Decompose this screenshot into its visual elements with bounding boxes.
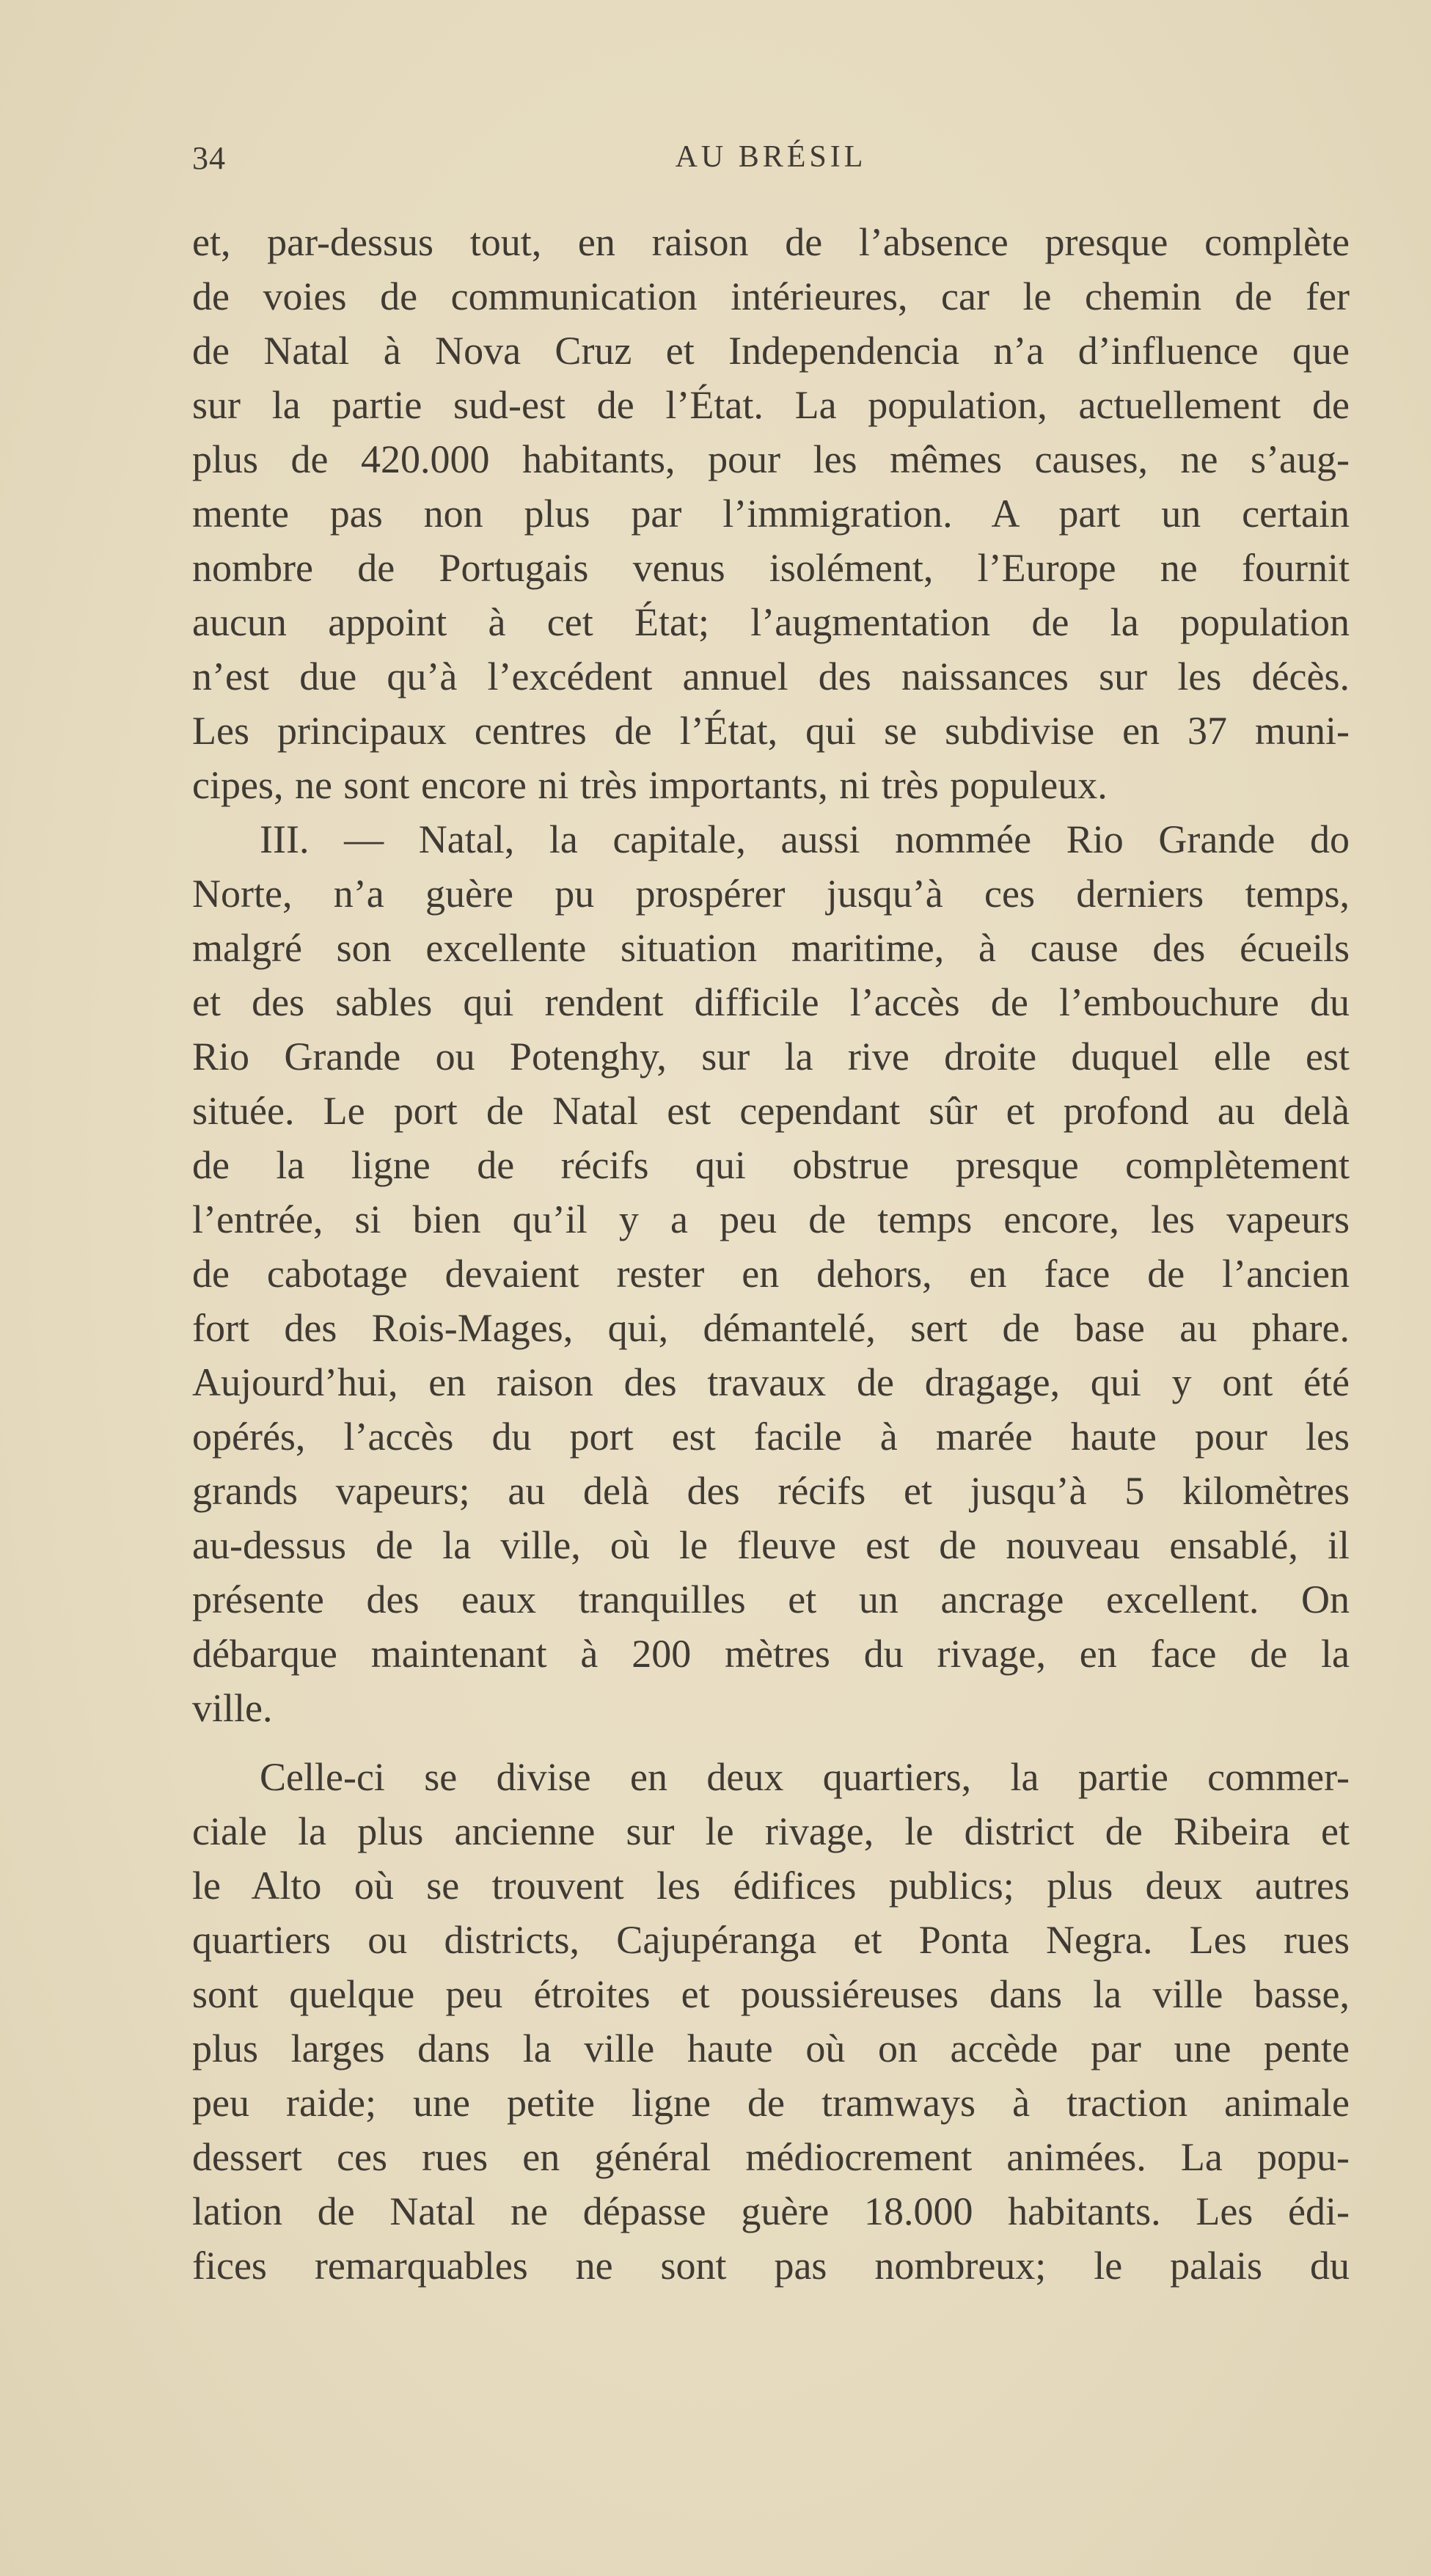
text-line: nombre de Portugais venus isolément, l’Europe ne fournit <box>192 546 1350 590</box>
running-title: AU BRÉSIL <box>675 140 867 174</box>
text-line: ciale la plus ancienne sur le rivage, le district de Ribeira et <box>192 1809 1350 1853</box>
text-line: l’entrée, si bien qu’il y a peu de temps encore, les vapeurs <box>192 1197 1350 1241</box>
text-line: de la ligne de récifs qui obstrue presque complètement <box>192 1143 1350 1187</box>
text-line: peu raide; une petite ligne de tramways à traction animale <box>192 2081 1350 2125</box>
text-line: située. Le port de Natal est cependant sûr et profond au delà <box>192 1089 1350 1133</box>
text-line: de cabotage devaient rester en dehors, en face de l’ancien <box>192 1252 1350 1296</box>
text-line: dessert ces rues en général médiocrement animées. La popu- <box>192 2135 1350 2179</box>
text-line: présente des eaux tranquilles et un ancrage excellent. On <box>192 1577 1350 1621</box>
text-line: cipes, ne sont encore ni très importants, ni très populeux. <box>192 763 1108 807</box>
text-line: Celle-ci se divise en deux quartiers, la partie commer- <box>260 1755 1350 1799</box>
text-line: fort des Rois-Mages, qui, démantelé, sert de base au phare. <box>192 1306 1350 1350</box>
text-line: sur la partie sud-est de l’État. La population, actuellement de <box>192 383 1350 427</box>
text-line: plus larges dans la ville haute où on accède par une pente <box>192 2026 1350 2070</box>
text-line: et, par-dessus tout, en raison de l’absence presque complète <box>192 220 1350 264</box>
text-line: malgré son excellente situation maritime, à cause des écueils <box>192 926 1350 970</box>
text-line: fices remarquables ne sont pas nombreux; le palais du <box>192 2244 1350 2288</box>
text-line: quartiers ou districts, Cajupéranga et Ponta Negra. Les rues <box>192 1918 1350 1962</box>
text-line: lation de Natal ne dépasse guère 18.000 habitants. Les édi- <box>192 2189 1350 2233</box>
text-line: aucun appoint à cet État; l’augmentation de la population <box>192 600 1350 644</box>
text-line: mente pas non plus par l’immigration. A part un certain <box>192 492 1350 536</box>
text-line: grands vapeurs; au delà des récifs et jusqu’à 5 kilomètres <box>192 1469 1350 1513</box>
text-line: et des sables qui rendent difficile l’accès de l’embouchure du <box>192 980 1350 1024</box>
text-line: sont quelque peu étroites et poussiéreuses dans la ville basse, <box>192 1972 1350 2016</box>
text-line: le Alto où se trouvent les édifices publics; plus deux autres <box>192 1864 1350 1908</box>
text-line: n’est due qu’à l’excédent annuel des naissances sur les décès. <box>192 654 1350 698</box>
text-line: au-dessus de la ville, où le fleuve est de nouveau ensablé, il <box>192 1523 1350 1567</box>
text-line: Aujourd’hui, en raison des travaux de dragage, qui y ont été <box>192 1360 1350 1404</box>
text-line: plus de 420.000 habitants, pour les mêmes causes, ne s’aug- <box>192 437 1350 481</box>
text-line: III. — Natal, la capitale, aussi nommée Rio Grande do <box>260 817 1350 861</box>
text-line: Rio Grande ou Potenghy, sur la rive droite duquel elle est <box>192 1035 1350 1079</box>
text-line: de Natal à Nova Cruz et Independencia n’a d’influence que <box>192 329 1350 373</box>
text-line: ville. <box>192 1686 273 1730</box>
page-header <box>192 139 1350 183</box>
text-line: Les principaux centres de l’État, qui se subdivise en 37 muni- <box>192 709 1350 753</box>
text-line: Norte, n’a guère pu prospérer jusqu’à ces derniers temps, <box>192 872 1350 916</box>
text-line: de voies de communication intérieures, car le chemin de fer <box>192 274 1350 318</box>
text-line: opérés, l’accès du port est facile à marée haute pour les <box>192 1415 1350 1459</box>
page-number: 34 <box>192 140 226 176</box>
text-line: débarque maintenant à 200 mètres du rivage, en face de la <box>192 1632 1350 1676</box>
